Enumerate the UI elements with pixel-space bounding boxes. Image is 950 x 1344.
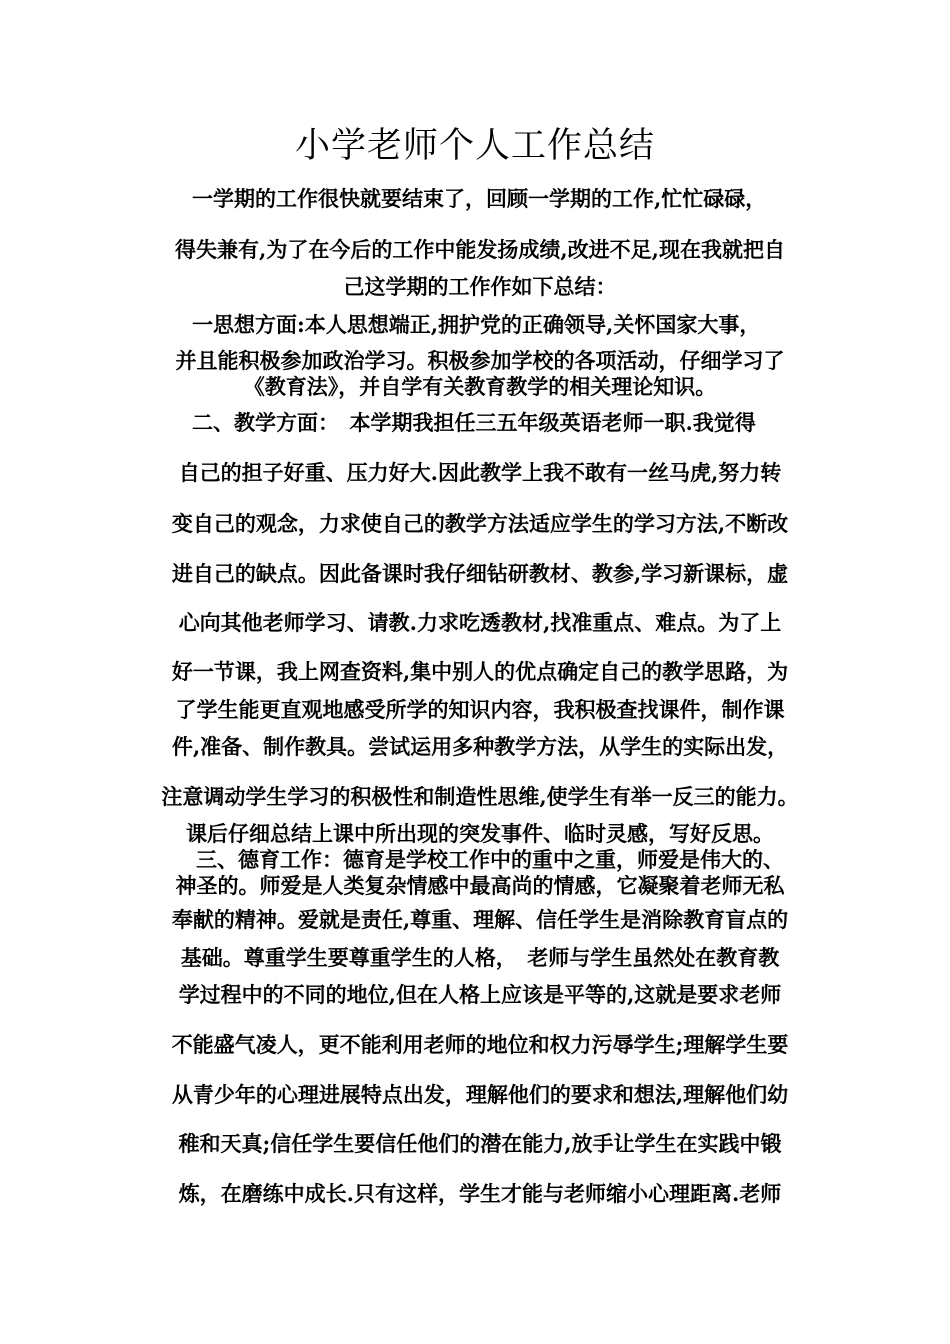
text-line: 进自己的缺点。因此备课时我仔细钻研教材、教参,学习新课标，虚 bbox=[171, 561, 789, 586]
text-line: 并且能积极参加政治学习。积极参加学校的各项活动，仔细学习了 bbox=[175, 348, 785, 373]
text-line: 学过程中的不同的地位,但在人格上应该是平等的,这就是要求老师 bbox=[178, 982, 782, 1007]
text-line: 一思想方面:本人思想端正,拥护党的正确领导,关怀国家大事， bbox=[192, 312, 761, 337]
text-line: 不能盛气凌人，更不能利用老师的地位和权力污辱学生;理解学生要 bbox=[171, 1032, 789, 1057]
document-title: 小学老师个人工作总结 bbox=[294, 126, 655, 166]
text-line: 二、教学方面： 本学期我担任三五年级英语老师一职.我觉得 bbox=[192, 410, 756, 435]
text-line: 注意调动学生学习的积极性和制造性思维,使学生有举一反三的能力。 bbox=[161, 784, 799, 809]
text-line: 心向其他老师学习、请教.力求吃透教材,找准重点、难点。为了上 bbox=[178, 610, 782, 635]
text-line: 己这学期的工作作如下总结： bbox=[343, 274, 617, 299]
text-line: 课后仔细总结上课中所出现的突发事件、临时灵感，写好反思。 bbox=[186, 821, 774, 846]
text-line: 一学期的工作很快就要结束了，回顾一学期的工作,忙忙碌碌， bbox=[192, 186, 767, 211]
text-line: 基础。尊重学生要尊重学生的人格， 老师与学生虽然处在教育教 bbox=[180, 945, 780, 970]
text-line: 了学生能更直观地感受所学的知识内容，我积极查找课件，制作课 bbox=[175, 697, 785, 722]
text-line: 件,准备、制作教具。尝试运用多种教学方法，从学生的实际出发， bbox=[171, 734, 789, 759]
text-line: 奉献的精神。爱就是责任,尊重、理解、信任学生是消除教育盲点的 bbox=[171, 907, 789, 932]
text-line: 自己的担子好重、压力好大.因此教学上我不敢有一丝马虎,努力转 bbox=[178, 460, 782, 485]
text-line: 变自己的观念，力求使自己的教学方法适应学生的学习方法,不断改 bbox=[171, 511, 789, 536]
text-line: 得失兼有,为了在今后的工作中能发扬成绩,改进不足,现在我就把自 bbox=[175, 237, 785, 262]
text-line: 炼，在磨练中成长.只有这样，学生才能与老师缩小心理距离.老师 bbox=[178, 1181, 782, 1206]
text-line: 神圣的。师爱是人类复杂情感中最高尚的情感，它凝聚着老师无私 bbox=[175, 873, 785, 898]
text-line: 好一节课，我上网查资料,集中别人的优点确定自己的教学思路，为 bbox=[171, 659, 789, 684]
text-line: 三、德育工作：德育是学校工作中的重中之重，师爱是伟大的、 bbox=[196, 847, 784, 872]
text-line: 《教育法》，并自学有关教育教学的相关理论知识。 bbox=[243, 374, 717, 399]
text-line: 稚和天真;信任学生要信任他们的潜在能力,放手让学生在实践中锻 bbox=[178, 1131, 782, 1156]
text-line: 从青少年的心理进展特点出发，理解他们的要求和想法,理解他们幼 bbox=[171, 1082, 789, 1107]
